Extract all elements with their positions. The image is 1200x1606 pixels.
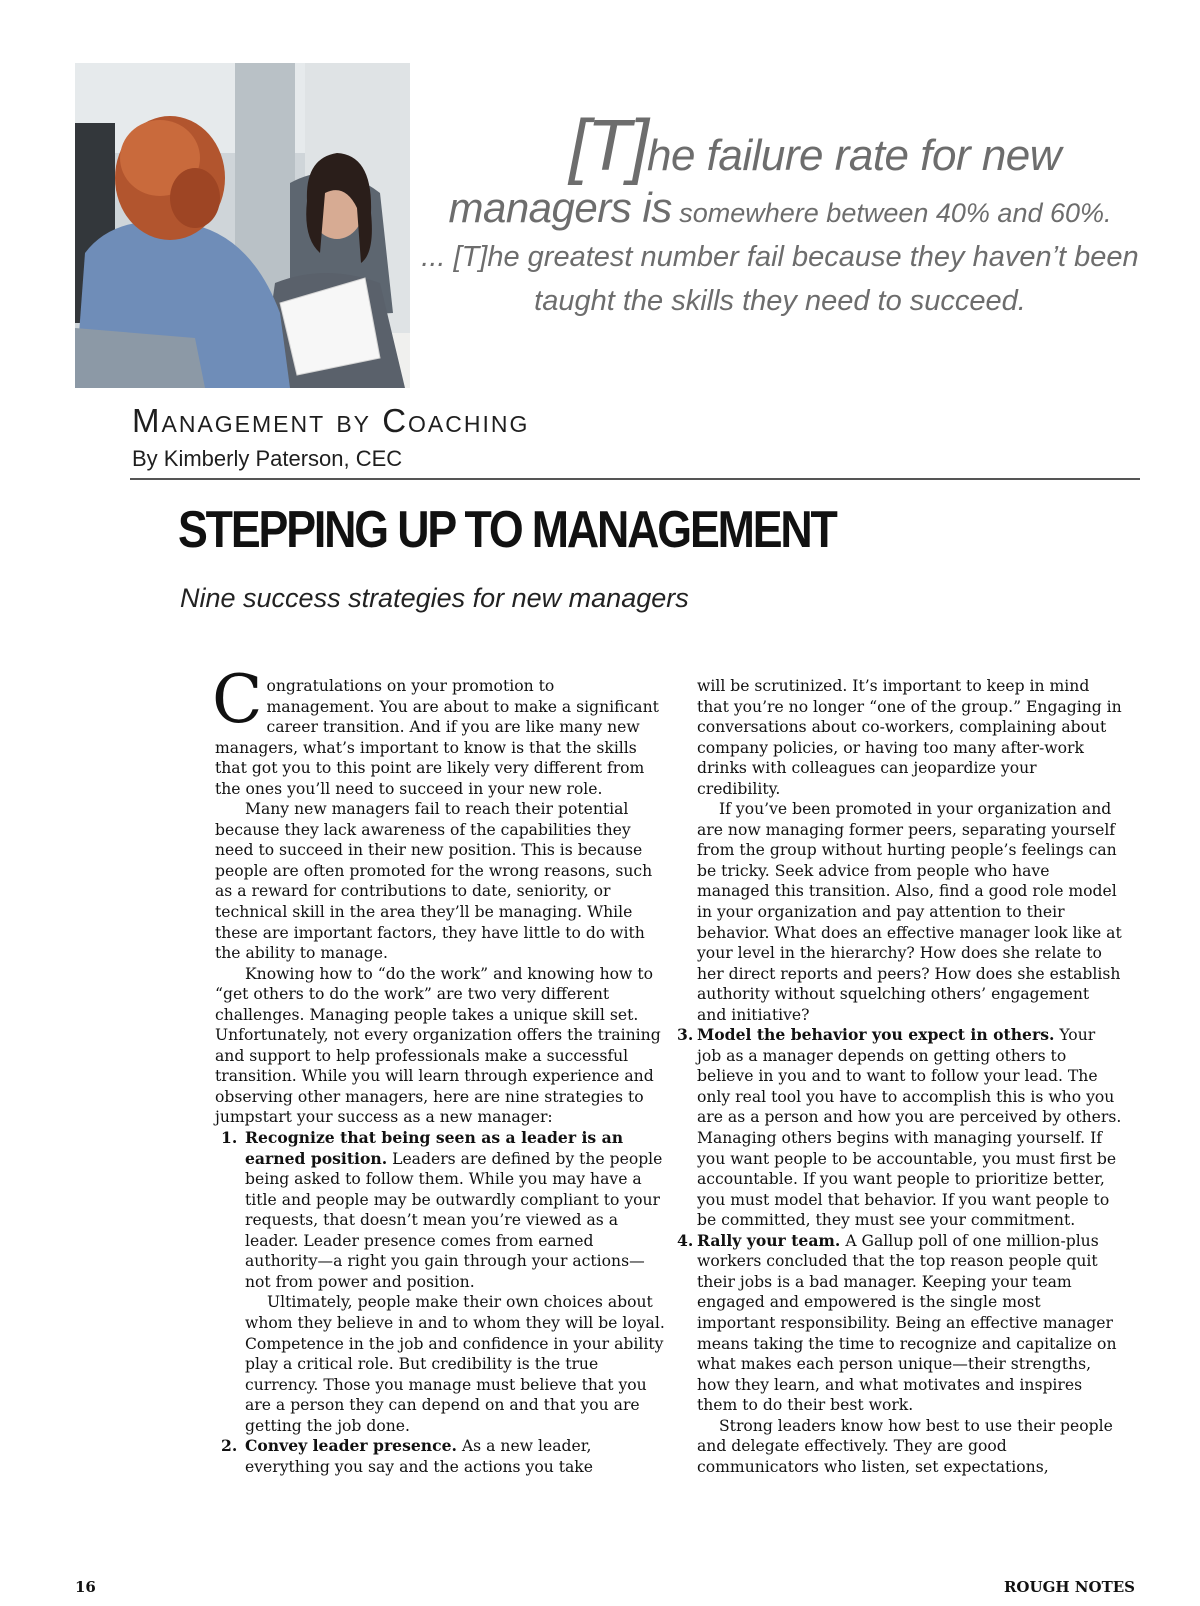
pull-quote-line-4: taught the skills they need to succeed. bbox=[534, 285, 1026, 317]
strategy-heading: Model the behavior you expect in others. bbox=[697, 1025, 1055, 1045]
pull-quote-line-1-text: he failure rate for new bbox=[646, 131, 1062, 180]
byline: By Kimberly Paterson, CEC bbox=[132, 446, 403, 471]
deck: Nine success strategies for new managers bbox=[180, 583, 689, 613]
strategy-text: A Gallup poll of one million-plus workers concluded that the top reason people quit their jobs is a bad manager. Keeping your team engaged and empowered is the single most important responsibility. Being an effective manager means taking the time to recognize and capitalize on what makes each person unique—their strengths, how they learn, and what motivates and inspires them to do their best work. bbox=[697, 1231, 1117, 1415]
strategy-item-4 bbox=[677, 1230, 1122, 1416]
pull-quote bbox=[420, 106, 1140, 323]
strategy-paragraph: Strong leaders know how best to use their people and delegate effectively. They are good communicators who listen, set expectations, bbox=[697, 1416, 1113, 1476]
pull-quote-emphasis: managers is bbox=[448, 184, 672, 231]
strategy-text: Leaders are defined by the people being asked to follow them. While you may have a title and people may be outwardly compliant to your requests, that doesn’t mean you’re viewed as a leader. Leader presence comes from earned authority—a right you gain through your actions—not from power and position. bbox=[245, 1149, 663, 1291]
strategy-number: 3. bbox=[677, 1025, 694, 1045]
strategy-paragraph: Ultimately, people make their own choices about whom they believe in and to whom they will be loyal. Competence in the job and confidence in your ability play a critical role. But credibility is the true currency. Those you manage must believe that you are a person they can depend on and that you are getting the job done. bbox=[245, 1293, 665, 1435]
pull-quote-line-3: ... [T]he greatest number fail because they haven’t been bbox=[421, 241, 1139, 273]
magazine-name: ROUGH NOTES bbox=[1003, 1578, 1135, 1596]
strategy-heading: Recognize that being seen as a leader is an earned position. bbox=[245, 1128, 624, 1168]
pull-quote-line-2 bbox=[420, 186, 1140, 235]
body-paragraph: Knowing how to “do the work” and knowing how to “get others to do the work” are two very different challenges. Managing people takes a unique skill set. Unfortunately, not every organization offers the training and support to help professionals make a successful transition. While you will learn through experience and observing other managers, here are nine strategies to jumpstart your success as a new manager: bbox=[215, 964, 661, 1127]
strategy-continuation: will be scrutinized. It’s important to keep in mind that you’re no longer “one of the group.” Engaging in conversations about co-workers, complaining about company policies, or having too many after-work drinks with colleagues can jeopardize your credibility. bbox=[697, 677, 1122, 798]
pull-quote-line-2-text: somewhere between 40% and 60%. bbox=[671, 198, 1112, 228]
article-column-right bbox=[677, 676, 1122, 1477]
strategy-heading: Rally your team. bbox=[697, 1230, 841, 1250]
strategy-number: 4. bbox=[677, 1230, 694, 1250]
strategy-item-1 bbox=[215, 1128, 665, 1292]
strategy-number: 1. bbox=[221, 1128, 238, 1148]
body-paragraph: Many new managers fail to reach their potential because they lack awareness of the capabilities they need to succeed in their new position. This is because people are often promoted for the wrong reasons, such as a reward for contributions to date, seniority, or technical skill in the area they’ll be managing. While these are important factors, they have little to do with the ability to manage. bbox=[215, 800, 653, 963]
strategy-item-2 bbox=[215, 1436, 665, 1477]
section-divider bbox=[130, 478, 1140, 480]
strategy-paragraph: If you’ve been promoted in your organization and are now managing former peers, separating yourself from the group without hurting people’s feelings can be tricky. Seek advice from people who have managed this transition. Also, find a good role model in your organization and pay attention to their behavior. What does an effective manager look like at your level in the hierarchy? How does she relate to her direct reports and peers? How does she establish authority without squelching others’ engagement and initiative? bbox=[697, 800, 1122, 1024]
article-photo bbox=[75, 63, 410, 388]
strategy-item-3 bbox=[677, 1025, 1122, 1230]
strategy-text: As a new leader, everything you say and the actions you take bbox=[245, 1437, 593, 1476]
pull-quote-bracket: [T] bbox=[568, 106, 647, 186]
intro-paragraph bbox=[212, 661, 665, 799]
drop-cap: C bbox=[212, 661, 263, 738]
headline: STEPPING UP TO MANAGEMENT bbox=[178, 501, 836, 559]
column-title: Management by Coaching bbox=[132, 402, 530, 439]
strategy-heading: Convey leader presence. bbox=[245, 1436, 457, 1456]
strategy-text: Your job as a manager depends on getting others to believe in you and to want to follow your lead. The only real tool you have to accomplish this is who you are as a person and how you are perceived by others. Managing others begins with managing yourself. If you want people to be accountable, you must first be accountable. If you want people to prioritize better, you must model that behavior. If you want people to be committed, they must see your commitment. bbox=[697, 1026, 1122, 1230]
office-meeting-photo bbox=[75, 63, 410, 388]
article-column-left bbox=[212, 661, 665, 1477]
strategy-number: 2. bbox=[221, 1436, 238, 1456]
intro-text: ongratulations on your promotion to management. You are about to make a significant career transition. And if you are like many new managers, what’s important to know is that the skills that got you to this point are likely very different from the ones you’ll need to succeed in your new role. bbox=[215, 677, 659, 798]
page-number: 16 bbox=[75, 1578, 96, 1596]
pull-quote-line-1 bbox=[420, 106, 1140, 186]
